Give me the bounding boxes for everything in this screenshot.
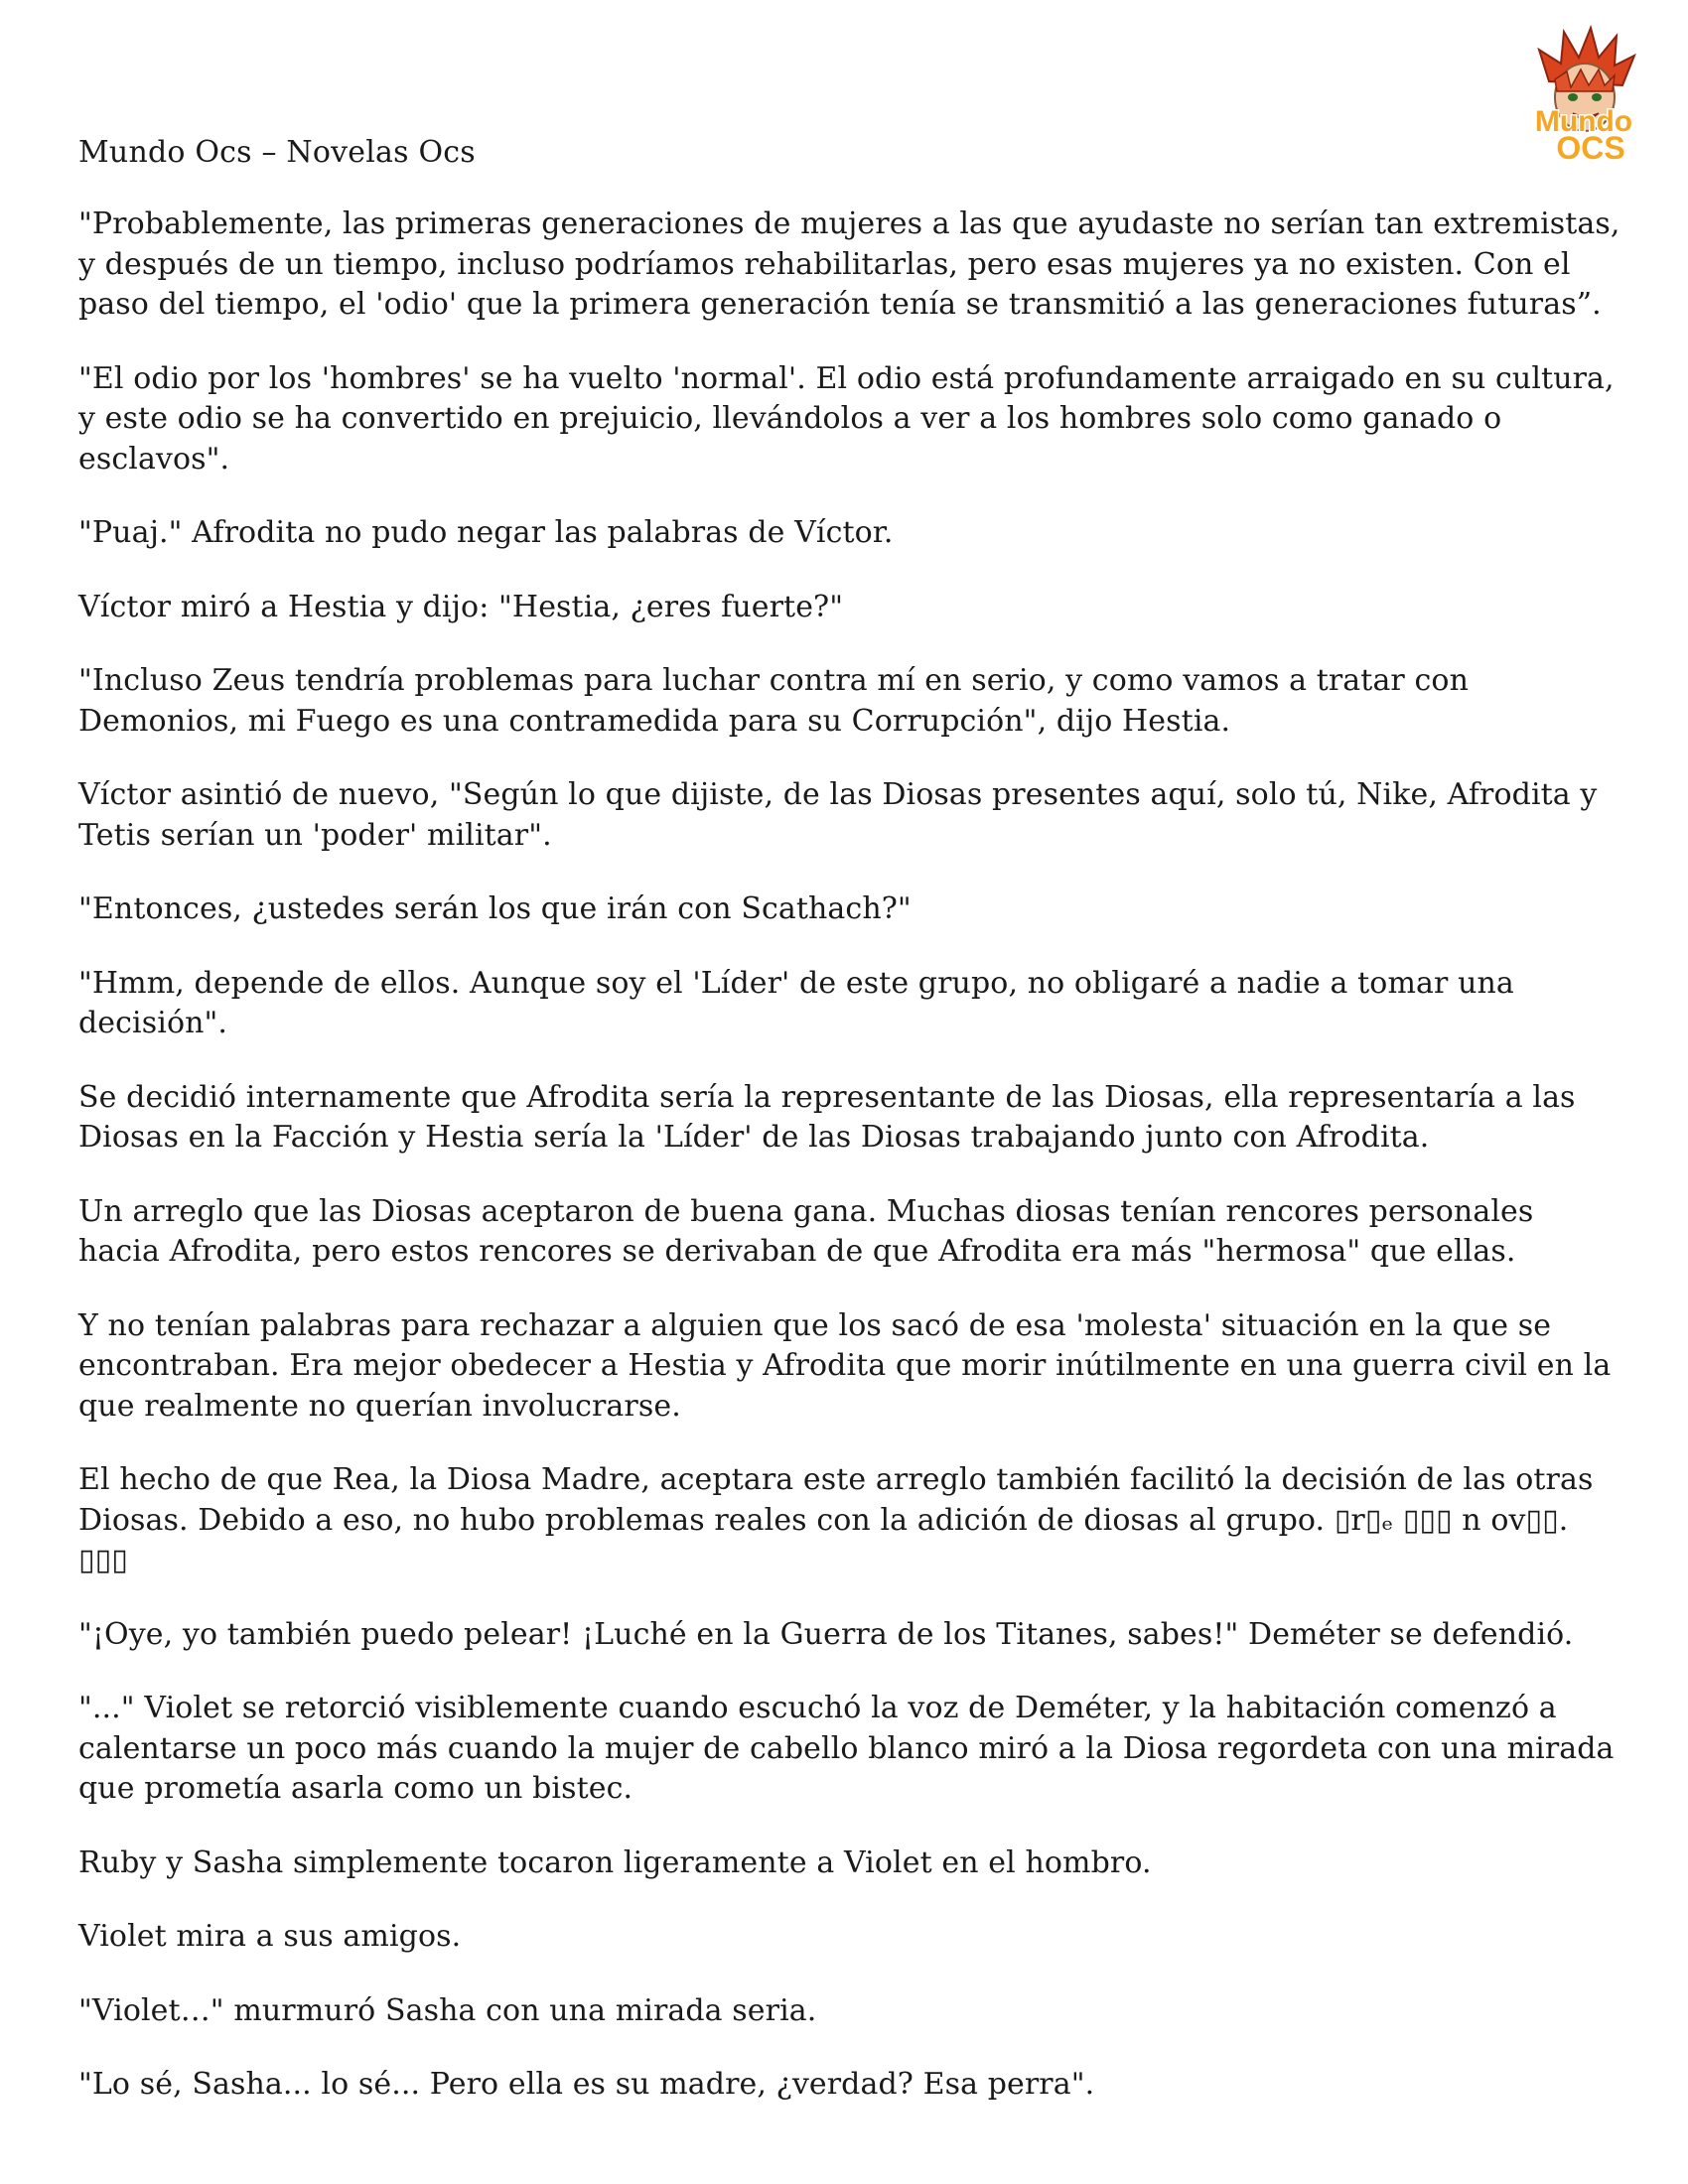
logo-text-line2: OCS — [1556, 130, 1625, 166]
paragraph: Víctor miró a Hestia y dijo: "Hestia, ¿eres fuerte?" — [78, 589, 844, 624]
paragraph: "Lo sé, Sasha... lo sé... Pero ella es su madre, ¿verdad? Esa perra". — [78, 2067, 1095, 2102]
paragraph: "Hmm, depende de ellos. Aunque soy el 'Líder' de este grupo, no obligaré a nadie a tomar una decisión". — [78, 965, 1514, 1040]
paragraph: "El odio por los 'hombres' se ha vuelto 'normal'. El odio está profundamente arraigado en su cultura, y este odio se ha convertido en prejuicio, llevándolos a ver a los hombres solo como ganado o esclavos". — [78, 360, 1615, 477]
document-body — [78, 205, 1622, 2139]
paragraph: Violet mira a sus amigos. — [78, 1919, 462, 1954]
paragraph: "Entonces, ¿ustedes serán los que irán con Scathach?" — [78, 891, 912, 926]
paragraph: Un arreglo que las Diosas aceptaron de buena gana. Muchas diosas tenían rencores personales hacia Afrodita, pero estos rencores se derivaban de que Afrodita era más "hermosa" que ellas. — [78, 1193, 1534, 1269]
paragraph: "Incluso Zeus tendría problemas para luchar contra mí en serio, y como vamos a tratar con Demonios, mi Fuego es una contramedida para su Corrupción", dijo Hestia. — [78, 663, 1469, 739]
paragraph: "Puaj." Afrodita no pudo negar las palabras de Víctor. — [78, 515, 894, 550]
logo-wordmark — [1509, 20, 1658, 169]
document-header: Mundo Ocs – Novelas Ocs — [78, 135, 476, 170]
paragraph: "¡Oye, yo también puedo pelear! ¡Luché en la Guerra de los Titanes, sabes!" Deméter se defendió. — [78, 1616, 1574, 1652]
paragraph: El hecho de que Rea, la Diosa Madre, aceptara este arreglo también facilitó la decisión de las otras Diosas. Debido a eso, no hubo problemas reales con la adición de diosas al grupo. ▯r▯ₑ ▯▯▯ n ov▯▯. ▯▯▯ — [78, 1462, 1594, 1577]
logo-text-line1: Mundo — [1534, 105, 1633, 138]
mundo-ocs-logo — [1509, 20, 1658, 169]
paragraph: "Violet…" murmuró Sasha con una mirada seria. — [78, 1992, 817, 2028]
paragraph: Víctor asintió de nuevo, "Según lo que dijiste, de las Diosas presentes aquí, solo tú, Nike, Afrodita y Tetis serían un 'poder' militar". — [78, 777, 1598, 853]
paragraph: "Probablemente, las primeras generaciones de mujeres a las que ayudaste no serían tan extremistas, y después de un tiempo, incluso podríamos rehabilitarlas, pero esas mujeres ya no existen. Con el paso del tiempo, el 'odio' que la primera generación tenía se transmitió a las generaciones futuras”. — [78, 206, 1620, 322]
paragraph: "..." Violet se retorció visiblemente cuando escuchó la voz de Deméter, y la habitación comenzó a calentarse un poco más cuando la mujer de cabello blanco miró a la Diosa regordeta con una mirada que prometía asarla como un bistec. — [78, 1691, 1615, 1806]
paragraph: Se decidió internamente que Afrodita sería la representante de las Diosas, ella representaría a las Diosas en la Facción y Hestia sería la 'Líder' de las Diosas trabajando junto con Afrodita. — [78, 1079, 1576, 1155]
paragraph: Y no tenían palabras para rechazar a alguien que los sacó de esa 'molesta' situación en la que se encontraban. Era mejor obedecer a Hestia y Afrodita que morir inútilmente en una guerra civil en la que realmente no querían involucrarse. — [78, 1307, 1612, 1424]
paragraph: Ruby y Sasha simplemente tocaron ligeramente a Violet en el hombro. — [78, 1844, 1152, 1880]
